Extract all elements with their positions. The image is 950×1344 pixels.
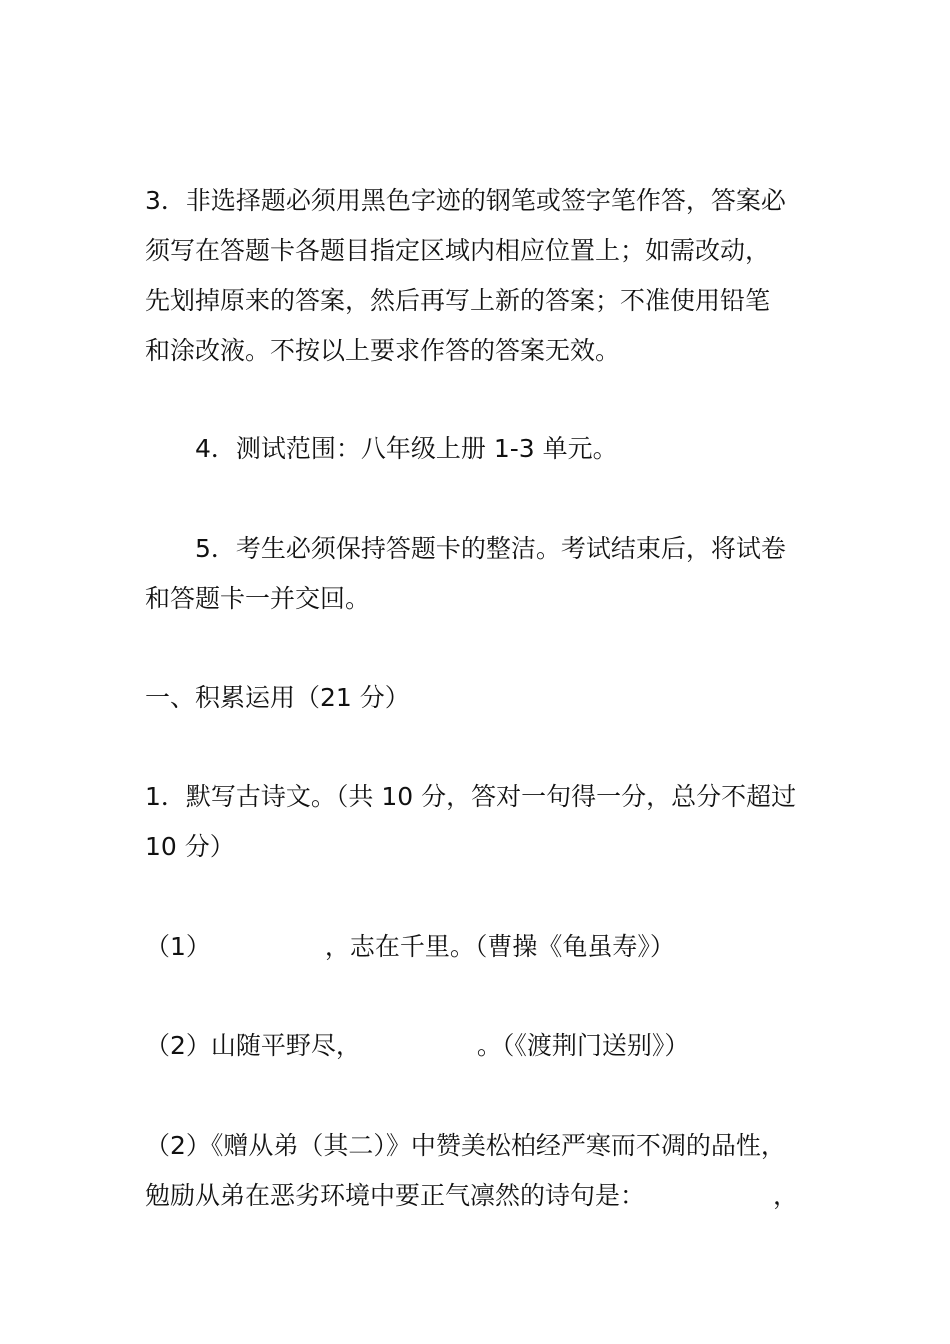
notice-5-line-1: 5．考生必须保持答题卡的整洁。考试结束后，将试卷 xyxy=(195,534,786,563)
item-3-line-1: （2）《赠从弟（其二）》中赞美松柏经严寒而不凋的品性， xyxy=(145,1131,786,1160)
question-1-item-3 xyxy=(145,1121,835,1221)
notice-5-line-2: 和答题卡一并交回。 xyxy=(145,584,371,613)
section-1-heading xyxy=(145,673,835,723)
notice-3-line-3: 先划掉原来的答案，然后再写上新的答案；不准使用铅笔 xyxy=(145,286,771,315)
notice-item-4 xyxy=(145,424,835,474)
question-1-line-2: 10 分） xyxy=(145,832,235,861)
notice-3-line-1: 3．非选择题必须用黑色字迹的钢笔或签字笔作答，答案必 xyxy=(145,186,786,215)
item-2-label: （2）山随平野尽， xyxy=(145,1031,361,1060)
notice-4-text: 4．测试范围：八年级上册 1-3 单元。 xyxy=(195,434,618,463)
item-1-text: ，志在千里。（曹操《龟虽寿》） xyxy=(324,932,675,961)
question-1 xyxy=(145,772,835,872)
item-3-line-2: 勉励从弟在恶劣环境中要正气凛然的诗句是： xyxy=(145,1181,646,1210)
section-1-title: 一、积累运用（21 分） xyxy=(145,683,410,712)
notice-item-5 xyxy=(145,524,835,624)
item-2-text: 。（《渡荆门送别》） xyxy=(476,1031,690,1060)
question-1-item-2 xyxy=(145,1021,835,1071)
question-1-item-1 xyxy=(145,922,835,972)
notice-3-line-4: 和涂改液。不按以上要求作答的答案无效。 xyxy=(145,336,621,365)
item-1-label: （1） xyxy=(145,932,211,961)
question-1-line-1: 1．默写古诗文。（共 10 分，答对一句得一分，总分不超过 xyxy=(145,782,797,811)
notice-3-line-2: 须写在答题卡各题目指定区域内相应位置上；如需改动， xyxy=(145,236,771,265)
item-3-trailing: ， xyxy=(773,1181,799,1210)
notice-item-3 xyxy=(145,176,835,376)
